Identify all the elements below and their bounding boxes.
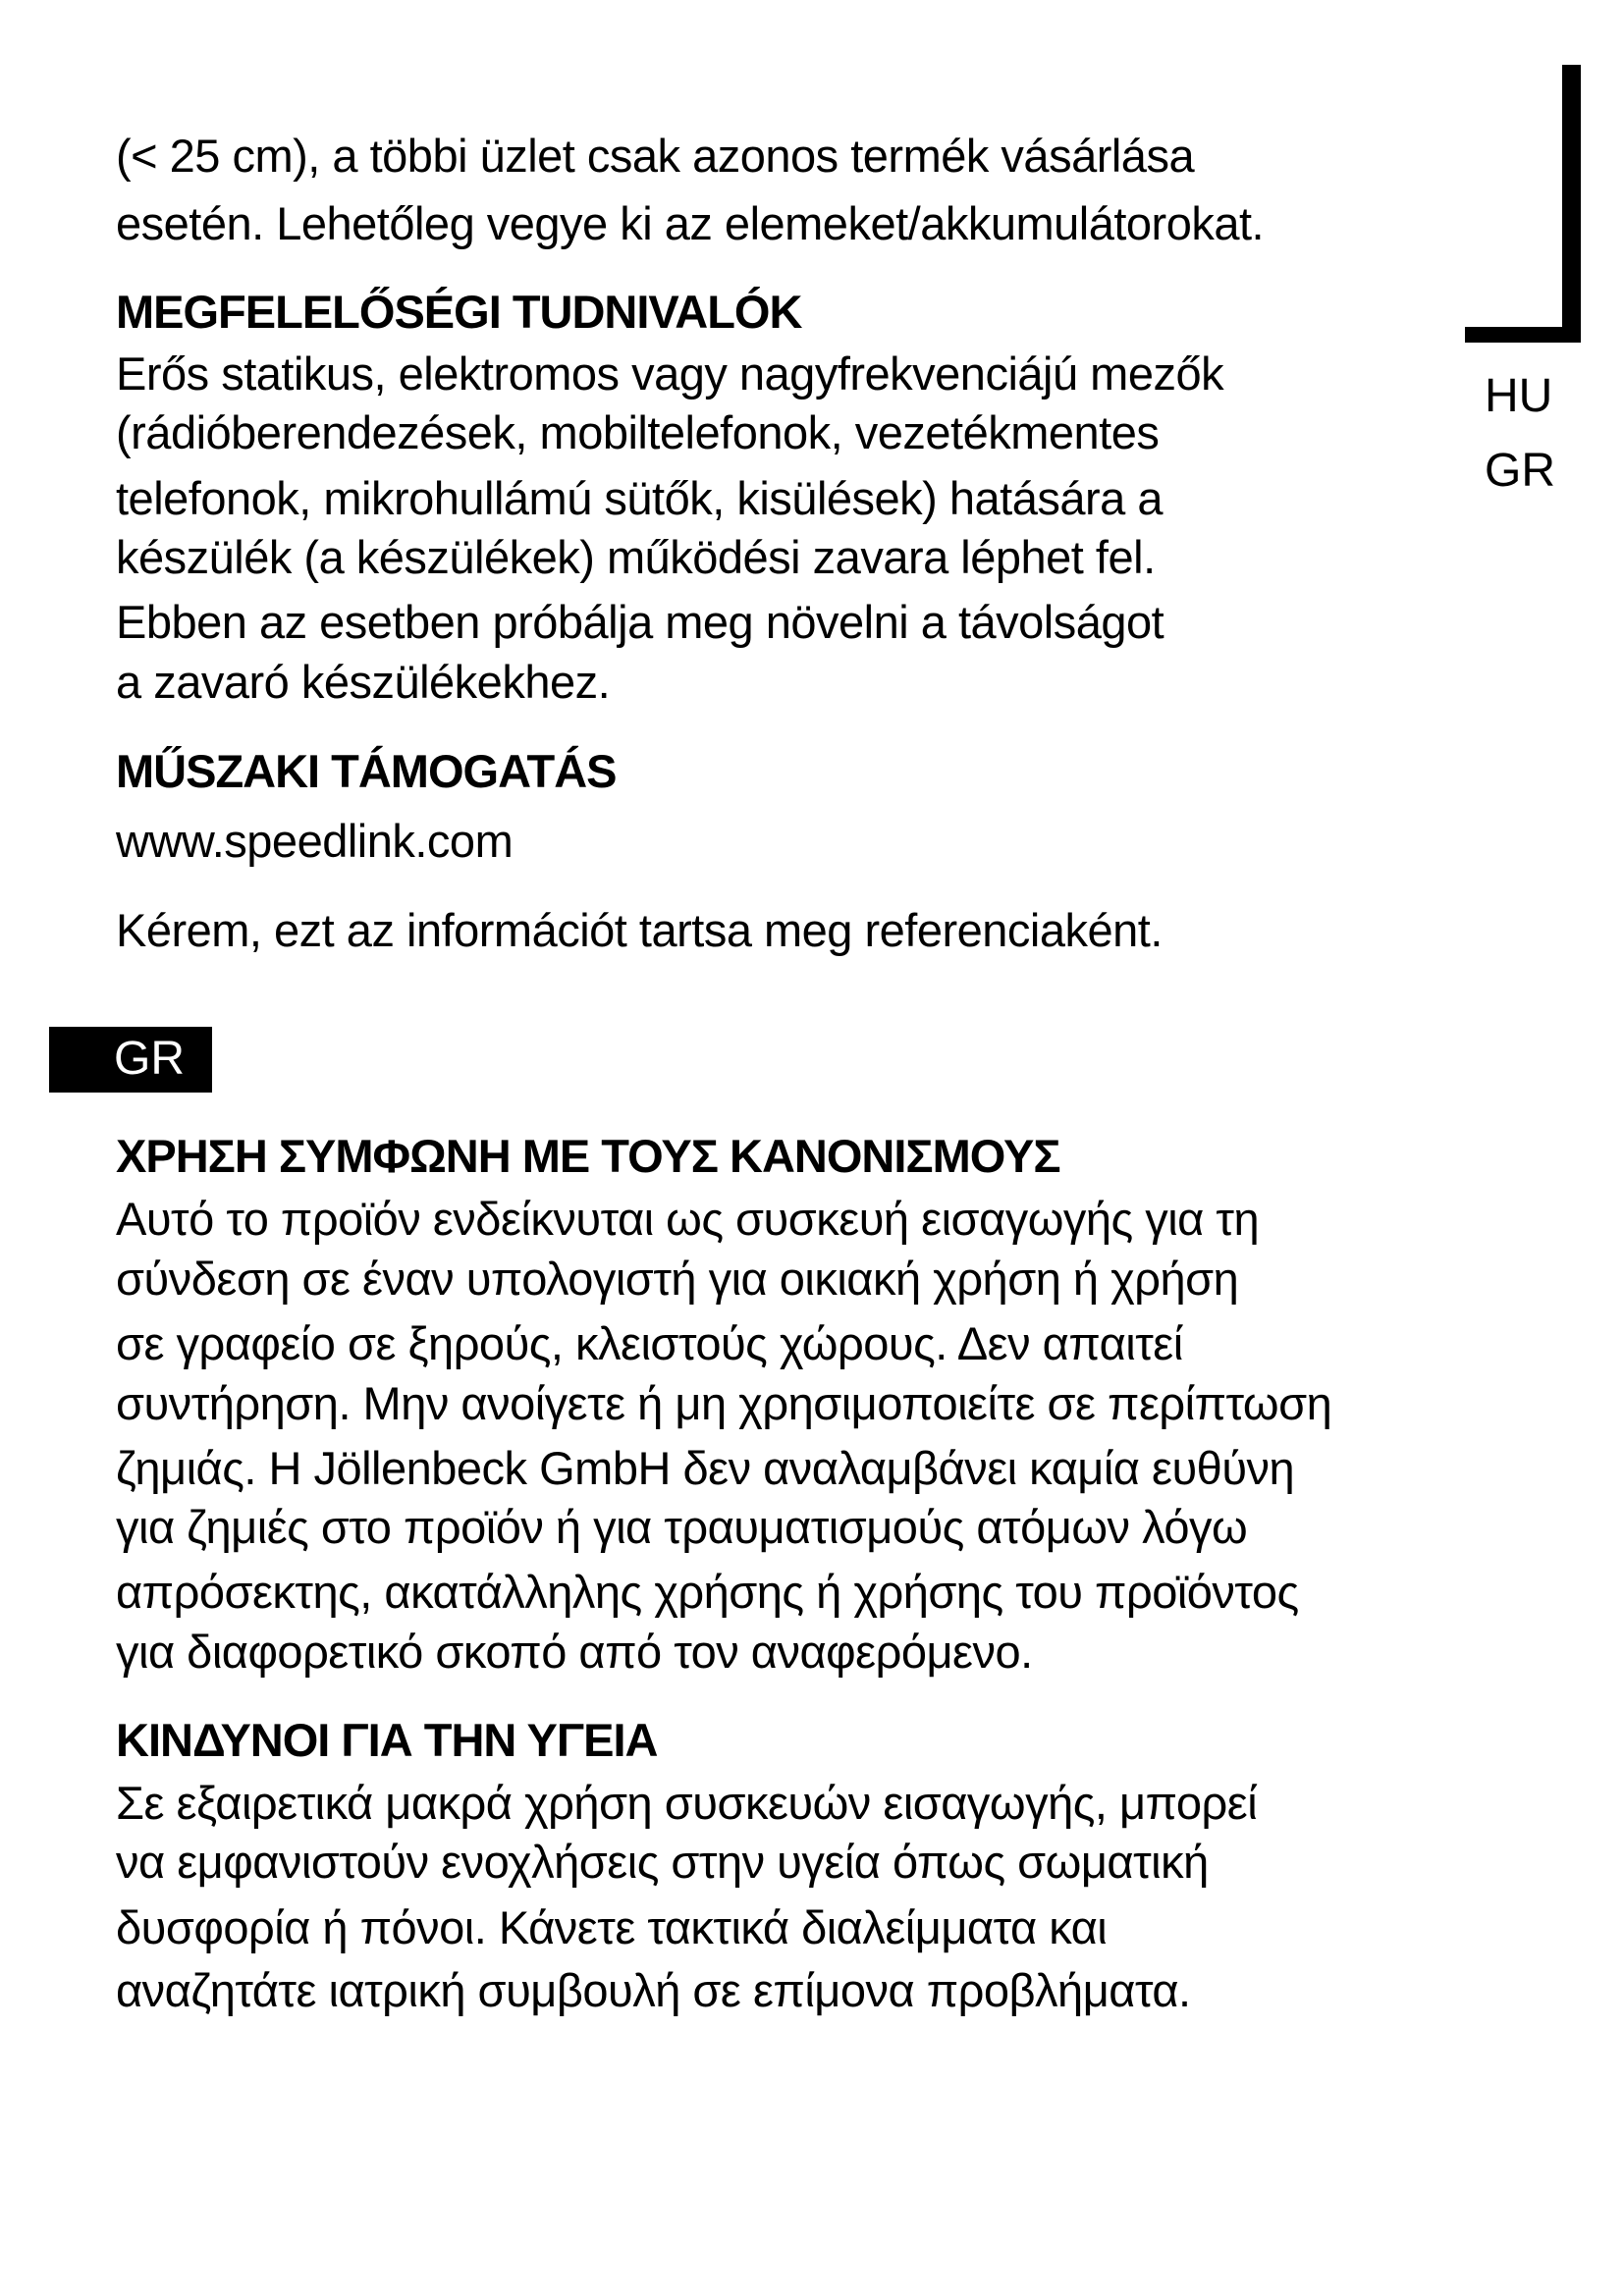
health-risks-heading: ΚΙΝΔΥΝΟΙ ΓΙΑ ΤΗΝ ΥΓΕΙΑ [116,1714,658,1766]
disposal-text-line: esetén. Lehetőleg vegye ki az elemeket/akkumulátorokat. [116,197,1265,249]
side-language-label-hu: HU [1485,370,1553,422]
health-risks-text-line: δυσφορία ή πόνοι. Κάνετε τακτικά διαλείμματα και [116,1901,1108,1953]
conformity-text-line: Ebben az esetben próbálja meg növelni a távolságot [116,596,1164,648]
gr-section-badge-label: GR [114,1033,185,1085]
side-language-label-gr: GR [1485,445,1555,497]
intended-use-text-line: για ζημιές στο προϊόν ή για τραυματισμούς ατόμων λόγω [116,1501,1248,1553]
conformity-heading: MEGFELELŐSÉGI TUDNIVALÓK [116,286,802,338]
conformity-text-line: telefonok, mikrohullámú sütők, kisülések) hatására a [116,472,1163,524]
support-note: Kérem, ezt az információt tartsa meg referenciaként. [116,904,1163,956]
intended-use-text-line: για διαφορετικό σκοπό από τον αναφερόμενο. [116,1626,1033,1678]
corner-mark-horizontal [1465,327,1581,343]
corner-mark-vertical [1562,65,1581,343]
intended-use-text-line: ζημιάς. Η Jöllenbeck GmbH δεν αναλαμβάνει καμία ευθύνη [116,1442,1295,1494]
conformity-text-line: a zavaró készülékekhez. [116,656,611,708]
conformity-text-line: (rádióberendezések, mobiltelefonok, vezetékmentes [116,406,1160,458]
intended-use-text-line: συντήρηση. Μην ανοίγετε ή μη χρησιμοποιείτε σε περίπτωση [116,1377,1332,1429]
intended-use-text-line: Αυτό το προϊόν ενδείκνυται ως συσκευή εισαγωγής για τη [116,1193,1260,1245]
support-url[interactable]: www.speedlink.com [116,815,514,867]
health-risks-text-line: Σε εξαιρετικά μακρά χρήση συσκευών εισαγωγής, μπορεί [116,1777,1258,1829]
intended-use-text-line: απρόσεκτης, ακατάλληλης χρήσης ή χρήσης του προϊόντος [116,1566,1299,1618]
intended-use-text-line: σύνδεση σε έναν υπολογιστή για οικιακή χρήση ή χρήση [116,1253,1239,1305]
conformity-text-line: Erős statikus, elektromos vagy nagyfrekvenciájú mezők [116,347,1224,400]
support-heading: MŰSZAKI TÁMOGATÁS [116,745,617,797]
intended-use-heading: ΧΡΗΣΗ ΣΥΜΦΩΝΗ ΜΕ ΤΟΥΣ ΚΑΝΟΝΙΣΜΟΥΣ [116,1130,1060,1182]
disposal-text-line: (< 25 cm), a többi üzlet csak azonos termék vásárlása [116,130,1195,182]
health-risks-text-line: αναζητάτε ιατρική συμβουλή σε επίμονα προβλήματα. [116,1964,1191,2016]
gr-section-badge [49,1027,212,1093]
conformity-text-line: készülék (a készülékek) működési zavara léphet fel. [116,531,1156,583]
health-risks-text-line: να εμφανιστούν ενοχλήσεις στην υγεία όπως σωματική [116,1836,1209,1888]
intended-use-text-line: σε γραφείο σε ξηρούς, κλειστούς χώρους. Δεν απαιτεί [116,1317,1183,1369]
